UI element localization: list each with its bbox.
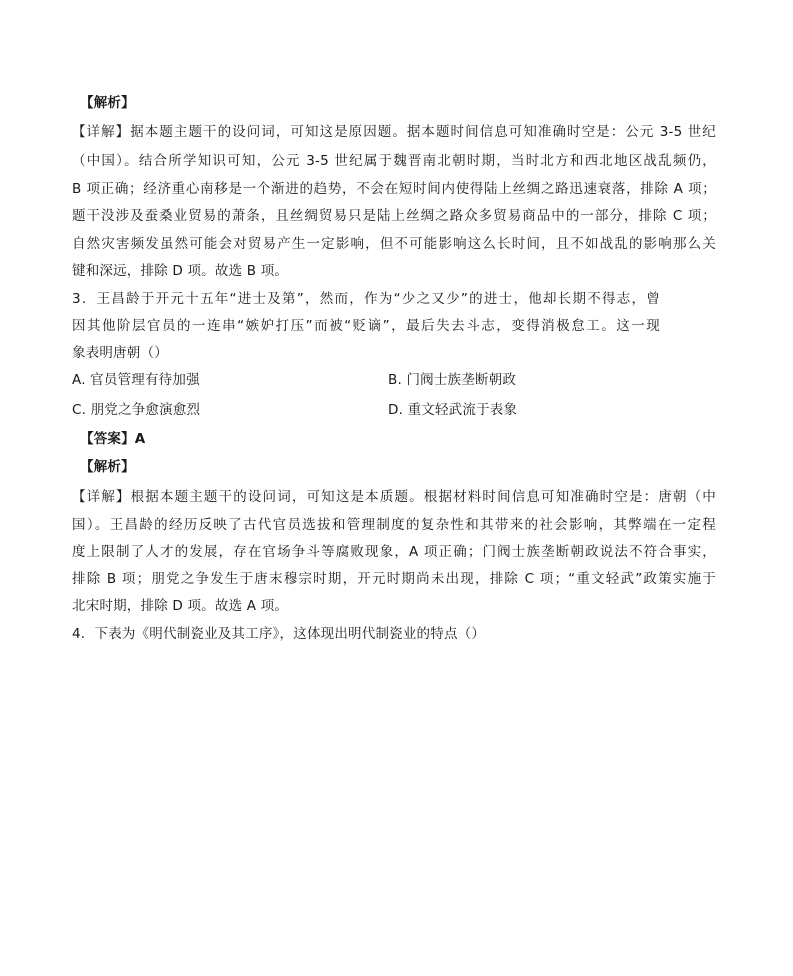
q3-detail-line-1: 【详解】根据本题主题干的设问词，可知这是本质题。根据材料时间信息可知准确时空是：唐朝（中 — [72, 489, 716, 505]
q3-detail-line-4: 排除 B 项；朋党之争发生于唐末穆宗时期，开元时期尚未出现，排除 C 项；“重文轻武”政策实施于 — [72, 571, 716, 587]
q2-detail-line-2: （中国）。结合所学知识可知，公元 3-5 世纪属于魏晋南北朝时期，当时北方和西北地区战乱频仍， — [72, 153, 716, 169]
q3-option-c: C. 朋党之争愈演愈烈 — [72, 402, 201, 418]
q3-option-d: D. 重文轻武流于表象 — [388, 402, 518, 418]
q3-answer: 【答案】A — [80, 431, 146, 447]
q2-detail-line-6: 键和深远，排除 D 项。故选 B 项。 — [72, 263, 289, 279]
q3-analysis-label: 【解析】 — [80, 459, 135, 475]
q4-stem: 4．下表为《明代制瓷业及其工序》，这体现出明代制瓷业的特点（） — [72, 626, 486, 642]
q2-detail-line-1: 【详解】据本题主题干的设问词，可知这是原因题。据本题时间信息可知准确时空是：公元 3-5 世纪 — [72, 124, 716, 140]
q2-detail-line-4: 题干没涉及蚕桑业贸易的萧条，且丝绸贸易只是陆上丝绸之路众多贸易商品中的一部分，排除 C 项； — [72, 208, 716, 224]
q3-detail-line-3: 度上限制了人才的发展，存在官场争斗等腐败现象，A 项正确；门阀士族垄断朝政说法不符合事实， — [72, 544, 716, 560]
q3-stem-line-3: 象表明唐朝（） — [72, 345, 168, 361]
q2-analysis-label: 【解析】 — [80, 95, 135, 111]
q3-detail-line-2: 国）。王昌龄的经历反映了古代官员选拔和管理制度的复杂性和其带来的社会影响，其弊端在一定程 — [72, 517, 716, 533]
q2-detail-line-5: 自然灾害频发虽然可能会对贸易产生一定影响，但不可能影响这么长时间，且不如战乱的影响那么关 — [72, 236, 716, 252]
q2-detail-line-3: B 项正确；经济重心南移是一个渐进的趋势，不会在短时间内使得陆上丝绸之路迅速衰落，排除 A 项； — [72, 181, 716, 197]
q3-option-a: A. 官员管理有待加强 — [72, 372, 200, 388]
q3-stem-line-2: 因其他阶层官员的一连串“嫉妒打压”而被“贬谪”，最后失去斗志，变得消极怠工。这一现 — [72, 318, 660, 334]
q3-option-b: B. 门阀士族垄断朝政 — [388, 372, 517, 388]
q3-stem-line-1: 3．王昌龄于开元十五年“进士及第”，然而，作为“少之又少”的进士，他却长期不得志，曾 — [72, 291, 660, 307]
q3-detail-line-5: 北宋时期，排除 D 项。故选 A 项。 — [72, 598, 289, 614]
